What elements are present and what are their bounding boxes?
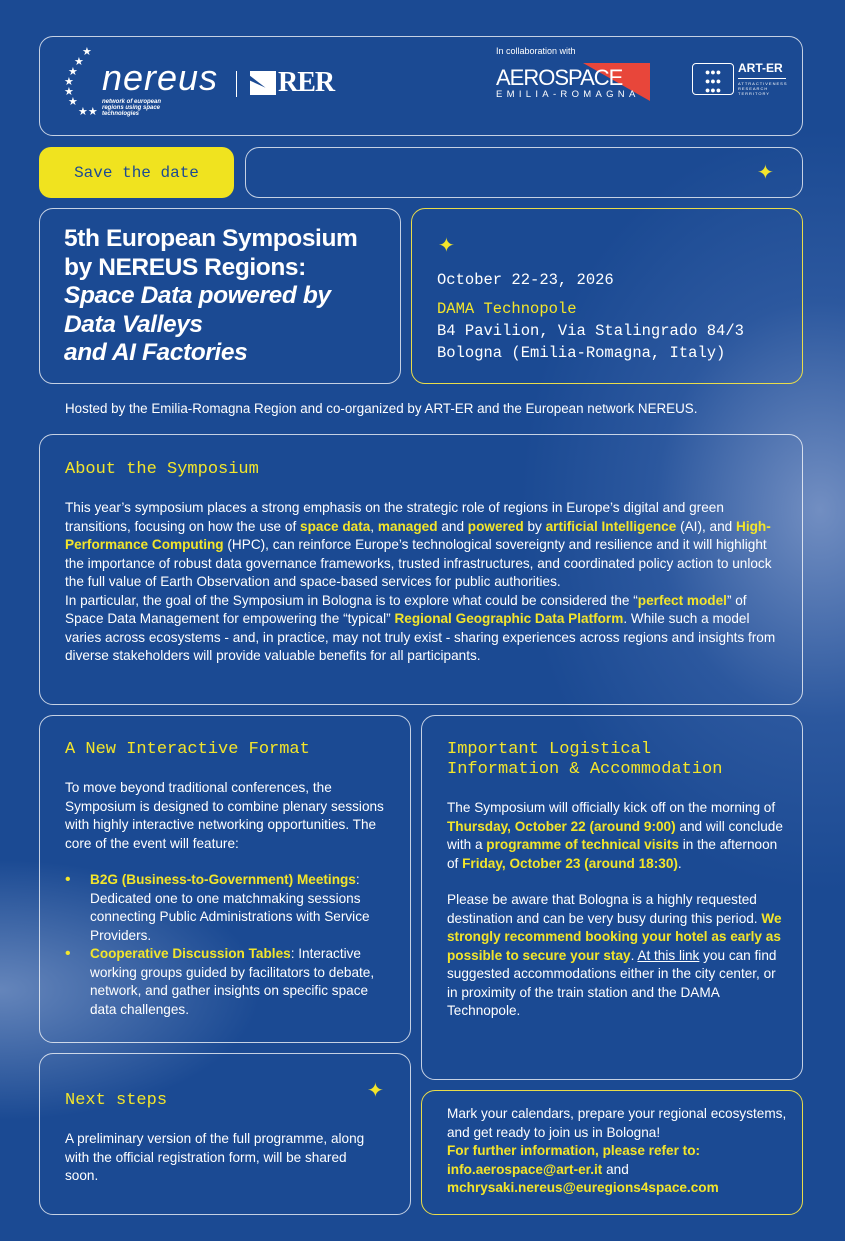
contact-text: Mark your calendars, prepare your regional ecosystems, and get ready to join us in Bologna! bbox=[447, 1106, 787, 1140]
sparkle-icon: ✦ bbox=[367, 1080, 384, 1102]
highlight-text: powered bbox=[467, 518, 524, 534]
aerospace-logo: AEROSPACE bbox=[496, 65, 623, 90]
logistics-paragraph bbox=[447, 891, 787, 1021]
next-text: A preliminary version of the full programme, along with the official registration form, will be shared soon. bbox=[65, 1131, 365, 1183]
contact-section bbox=[421, 1090, 803, 1215]
about-paragraph bbox=[65, 499, 780, 592]
title-line: Data Valleys bbox=[64, 310, 203, 338]
text-segment: by bbox=[523, 518, 546, 534]
highlight-text: We strongly recommend booking your hotel as early as possible to secure your stay bbox=[447, 910, 782, 963]
text-segment: (AI), and bbox=[676, 518, 736, 534]
highlight-text: Regional Geographic Data Platform bbox=[394, 611, 624, 626]
highlight-text: space data bbox=[300, 518, 371, 534]
format-heading: A New Interactive Format bbox=[65, 740, 310, 759]
nereus-logo: nereus bbox=[102, 57, 219, 98]
text-segment: . bbox=[630, 947, 638, 963]
text-segment: and bbox=[437, 518, 468, 534]
text-segment: This year’s symposium places a strong emphasis on the strategic role of regions in Europe’s digital and green transitions, focusing on how the use of bbox=[65, 500, 724, 534]
format-section bbox=[39, 715, 411, 1043]
sparkle-icon: ✦ bbox=[438, 235, 455, 257]
about-section bbox=[39, 434, 803, 705]
collab-label: In collaboration with bbox=[496, 46, 576, 56]
text-segment: Please be aware that Bologna is a highly requested destination and can be very busy during this period. bbox=[447, 892, 762, 926]
highlight-text: managed bbox=[377, 518, 438, 534]
highlight-text: Friday, October 23 (around 18:30) bbox=[462, 855, 678, 871]
text-segment: , bbox=[370, 518, 378, 534]
rer-flag-icon bbox=[250, 71, 276, 95]
logistics-paragraph bbox=[447, 799, 787, 873]
nereus-tagline: network of european regions using space technologies bbox=[102, 99, 162, 117]
save-the-date-badge: Save the date bbox=[39, 147, 234, 198]
text-segment: you can find suggested accommodations either in the city center, or in proximity of the train station and the DAMA Technopole. bbox=[447, 947, 777, 1018]
title-line: Space Data powered by bbox=[64, 282, 331, 309]
event-date: October 22-23, 2026 bbox=[437, 271, 614, 289]
event-address: B4 Pavilion, Via Stalingrado 84/3 bbox=[437, 322, 744, 340]
sparkle-icon: ✦ bbox=[757, 162, 774, 184]
event-city: Bologna (Emilia-Romagna, Italy) bbox=[437, 344, 726, 362]
heading-line: Important Logistical bbox=[447, 740, 652, 759]
email-link-1[interactable]: info.aerospace@art-er.it bbox=[447, 1161, 603, 1177]
arter-icon: ●●● ●●● ●●● bbox=[692, 63, 734, 95]
text-segment: . While such a model varies across ecosystems - and, in practice, may not truly exist - sharing experiences across regions and insights from diverse stakeholders will provide valuable benefits for all participants. bbox=[65, 611, 776, 663]
about-body bbox=[65, 499, 780, 666]
next-heading: Next steps bbox=[65, 1091, 168, 1110]
arter-sub: ATTRACTIVENESS RESEARCH TERRITORY bbox=[738, 78, 786, 96]
title-line: and AI Factories bbox=[64, 339, 248, 366]
aerospace-sub: EMILIA-ROMAGNA bbox=[496, 89, 640, 100]
text-segment: ” of Space Data Management for empowering the “typical” bbox=[65, 592, 747, 626]
format-intro: To move beyond traditional conferences, the Symposium is designed to combine plenary sessions with highly interactive networking opportunities. The core of the event will feature: bbox=[65, 780, 384, 851]
divider bbox=[236, 71, 237, 97]
next-steps-section bbox=[39, 1053, 411, 1215]
logistics-heading bbox=[447, 740, 722, 780]
text-segment: : Dedicated one to one matchmaking sessions connecting Public Administrations with Service Providers. bbox=[90, 872, 370, 943]
email-link-2[interactable]: mchrysaki.nereus@euregions4space.com bbox=[447, 1180, 719, 1195]
accommodation-link[interactable]: At this link bbox=[637, 947, 700, 963]
text-segment: and will conclude with a bbox=[447, 818, 783, 852]
text-segment: : Interactive working groups guided by facilitators to debate, network, and gather insights on specific space data challenges. bbox=[90, 946, 375, 1017]
about-heading: About the Symposium bbox=[65, 460, 259, 479]
event-details-box bbox=[411, 208, 803, 384]
highlight-text: B2G (Business-to-Government) Meetings bbox=[90, 872, 356, 887]
highlight-text: programme of technical visits bbox=[486, 837, 679, 852]
highlight-text: High-Performance Computing bbox=[65, 518, 771, 552]
highlight-text: artificial Intelligence bbox=[545, 518, 677, 534]
format-list bbox=[65, 871, 395, 1019]
format-item bbox=[65, 945, 395, 1019]
title-box bbox=[39, 208, 401, 384]
arter-logo: ART-ER bbox=[738, 61, 783, 75]
highlight-text: Thursday, October 22 (around 9:00) bbox=[447, 818, 676, 834]
text-segment: The Symposium will officially kick off on the morning of bbox=[447, 800, 776, 815]
text-segment: (HPC), can reinforce Europe’s technological sovereignty and resilience and it will highlight the importance of robust data governance frameworks, trusted infrastructures, and coordinated policy action to unlock the full value of Earth Observation and space-based services for public authorities. bbox=[65, 537, 772, 589]
highlight-text: Cooperative Discussion Tables bbox=[90, 946, 291, 961]
text-segment: In particular, the goal of the Symposium in Bologna is to explore what could be considered the “ bbox=[65, 592, 638, 608]
rer-logo: RER bbox=[278, 67, 335, 98]
event-venue: DAMA Technopole bbox=[437, 300, 577, 318]
and-text: and bbox=[602, 1161, 629, 1177]
highlight-text: perfect model bbox=[637, 592, 727, 608]
contact-refer: For further information, please refer to: bbox=[447, 1143, 701, 1158]
format-item bbox=[65, 871, 395, 945]
header-logos bbox=[39, 36, 803, 136]
about-paragraph bbox=[65, 592, 780, 666]
stars-arc-icon: ★ ★ ★ ★ ★ ★ ★★ bbox=[64, 46, 98, 118]
decorative-box bbox=[245, 147, 803, 198]
text-segment: . bbox=[677, 855, 682, 871]
hosted-by-text: Hosted by the Emilia-Romagna Region and co-organized by ART-ER and the European network NEREUS. bbox=[65, 401, 698, 416]
logistics-section bbox=[421, 715, 803, 1080]
heading-line: Information & Accommodation bbox=[447, 760, 723, 779]
title-line: by NEREUS Regions: bbox=[64, 253, 306, 281]
text-segment: in the afternoon of bbox=[447, 837, 778, 871]
title-line: 5th European Symposium bbox=[64, 225, 358, 252]
event-title bbox=[64, 225, 394, 368]
